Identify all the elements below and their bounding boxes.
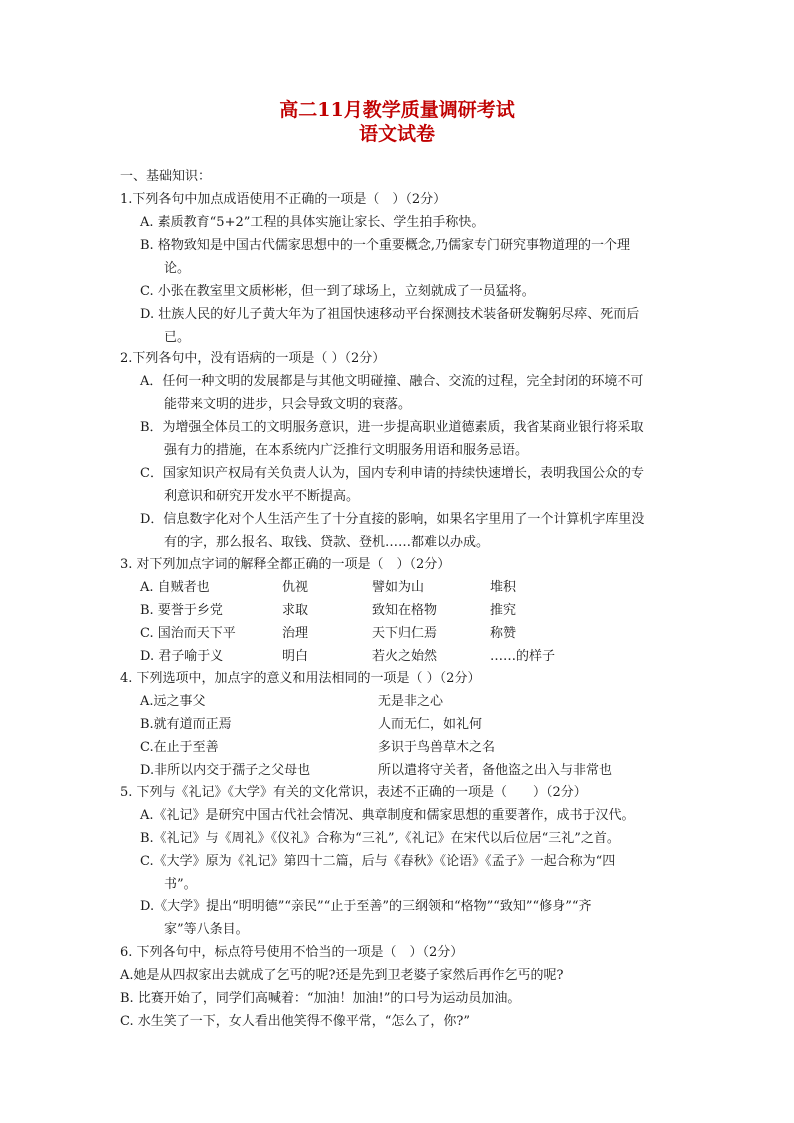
q2-option-b-cont: 强有力的措施，在本系统内广泛推行文明服务用语和服务忌语。 (164, 443, 529, 458)
q3-b-term2: 致知在格物 (372, 603, 438, 618)
q4-b-left: B.就有道而正焉 (140, 717, 232, 732)
q3-c-def2: 称赞 (490, 626, 517, 641)
exam-subtitle: 语文试卷 (358, 123, 435, 145)
q3-a-def1: 仇视 (282, 580, 309, 595)
q2-option-a-cont: 能带来文明的进步，只会导致文明的衰落。 (164, 397, 412, 412)
q4-a-right: 无是非之心 (378, 694, 444, 709)
q3-d-def2: ……的样子 (490, 649, 556, 664)
q3-c-def1: 治理 (282, 626, 309, 641)
q1-option-b-cont: 论。 (164, 261, 191, 276)
q3-a-def2: 堆积 (490, 580, 517, 595)
q4-c-left: C.在止于至善 (140, 740, 219, 755)
q3-d-term2: 若火之始然 (372, 649, 438, 664)
q1-option-a: A. 素质教育“5+2”工程的具体实施让家长、学生拍手称快。 (140, 215, 485, 230)
q3-b-def1: 求取 (282, 603, 309, 618)
q2-option-c: C．国家知识产权局有关负责人认为，国内专利申请的持续快速增长，表明我国公众的专 (140, 466, 644, 481)
q3-b-def2: 推究 (490, 603, 517, 618)
q1-stem: 1.下列各句中加点成语使用不正确的一项是（ ）（2分） (120, 192, 447, 207)
q2-option-b: B．为增强全体员工的文明服务意识，进一步提高职业道德素质，我省某商业银行将采取 (140, 420, 644, 435)
q3-d-term1: D. 君子喻于义 (140, 649, 224, 664)
q1-option-b: B. 格物致知是中国古代儒家思想中的一个重要概念,乃儒家专门研究事物道理的一个理 (140, 238, 630, 253)
q5-option-d-cont: 家”等八条目。 (164, 922, 249, 937)
q5-option-b: B.《礼记》与《周礼》《仪礼》合称为“三礼”,《礼记》在宋代以后位居“三礼”之首。 (140, 831, 620, 846)
q5-option-d: D.《大学》提出“明明德”“亲民”“止于至善”的三纲领和“格物”“致知”“修身”“齐 (140, 899, 592, 914)
q5-option-c: C.《大学》原为《礼记》第四十二篇，后与《春秋》《论语》《孟子》一起合称为“四 (140, 854, 616, 869)
q1-option-c: C. 小张在教室里文质彬彬，但一到了球场上，立刻就成了一员猛将。 (140, 284, 535, 299)
q3-stem: 3. 对下列加点字词的解释全都正确的一项是（ ）（2分） (120, 557, 451, 572)
q2-option-d: D．信息数字化对个人生活产生了十分直接的影响，如果名字里用了一个计算机字库里没 (140, 512, 645, 527)
q3-a-term1: A. 自贼者也 (140, 580, 210, 595)
q3-c-term1: C. 国治而天下平 (140, 626, 236, 641)
q1-option-d-cont: 已。 (164, 330, 191, 345)
q3-d-def1: 明白 (282, 649, 309, 664)
section-heading: 一、基础知识： (120, 169, 212, 184)
q5-option-c-cont: 书”。 (164, 877, 197, 892)
q4-a-left: A.远之事父 (140, 694, 206, 709)
q1-option-d: D. 壮族人民的好儿子黄大年为了祖国快速移动平台探测技术装备研发鞠躬尽瘁、死而后 (140, 307, 640, 322)
q5-stem: 5. 下列与《礼记》《大学》有关的文化常识，表述不正确的一项是（ ）（2分） (120, 785, 587, 800)
q4-d-right: 所以遣将守关者，备他盗之出入与非常也 (378, 763, 613, 778)
q6-option-c: C. 水生笑了一下，女人看出他笑得不像平常，“怎么了，你?” (120, 1014, 471, 1029)
q6-option-b: B. 比赛开始了，同学们高喊着：“加油！加油!”的口号为运动员加油。 (120, 991, 521, 1006)
q4-stem: 4. 下列选项中，加点字的意义和用法相同的一项是（ ）（2分） (120, 671, 481, 686)
q6-stem: 6. 下列各句中，标点符号使用不恰当的一项是（ ）（2分） (120, 945, 464, 960)
q3-a-term2: 譬如为山 (372, 580, 425, 595)
q5-option-a: A.《礼记》是研究中国古代社会情况、典章制度和儒家思想的重要著作，成书于汉代。 (140, 808, 635, 823)
q2-option-a: A．任何一种文明的发展都是与其他文明碰撞、融合、交流的过程，完全封闭的环境不可 (140, 374, 644, 389)
exam-title: 高二11月教学质量调研考试 (279, 99, 515, 121)
q4-d-left: D.非所以内交于孺子之父母也 (140, 763, 311, 778)
q4-b-right: 人而无仁，如礼何 (378, 717, 483, 732)
q2-stem: 2.下列各句中，没有语病的一项是（ ）（2分） (120, 351, 386, 366)
q2-option-c-cont: 利意识和研究开发水平不断提高。 (164, 489, 360, 504)
q3-c-term2: 天下归仁焉 (372, 626, 438, 641)
q2-option-d-cont: 有的字，那么报名、取钱、贷款、登机……都难以办成。 (164, 535, 490, 550)
q6-option-a: A.她是从四叔家出去就成了乞丐的呢?还是先到卫老婆子家然后再作乞丐的呢? (120, 968, 564, 983)
q3-b-term1: B. 要誉于乡党 (140, 603, 223, 618)
q4-c-right: 多识于鸟兽草木之名 (378, 740, 496, 755)
